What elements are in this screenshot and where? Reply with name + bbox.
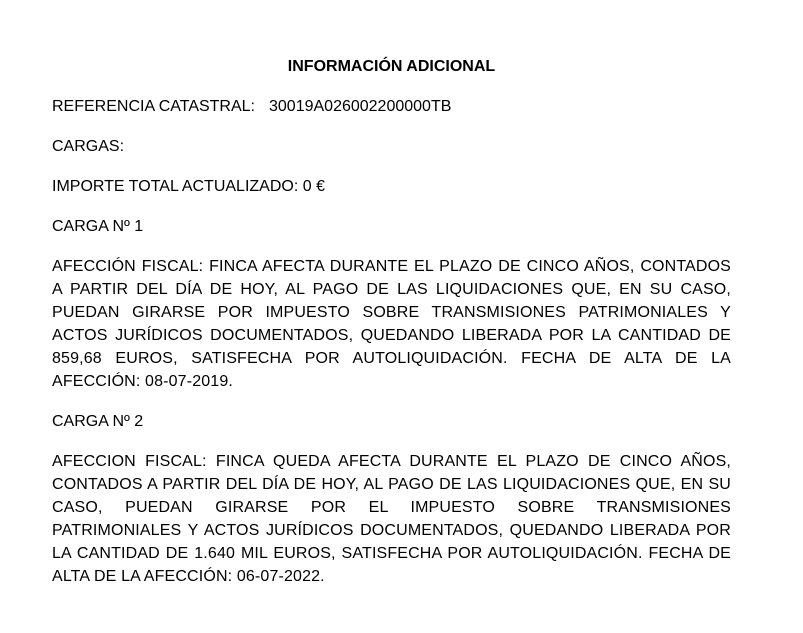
referencia-catastral-label: REFERENCIA CATASTRAL: (52, 98, 255, 115)
carga-2-text: AFECCION FISCAL: FINCA QUEDA AFECTA DURANTE EL PLAZO DE CINCO AÑOS, CONTADOS A PARTIR DEL DÍA DE HOY, AL PAGO DE LAS LIQUIDACIONES QUE, EN SU CASO, PUEDAN GIRARSE POR EL IMPUESTO SOBRE TRANSMISIONES PATRIMONIALES Y ACTOS JURÍDICOS DOCUMENTADOS, QUEDANDO LIBERADA POR LA CANTIDAD DE 1.640 MIL EUROS, SATISFECHA POR AUTOLIQUIDACIÓN. FECHA DE ALTA DE LA AFECCIÓN: 06-07-2022. (52, 453, 731, 585)
referencia-catastral-line (52, 95, 731, 118)
importe-total-line: IMPORTE TOTAL ACTUALIZADO: 0 € (52, 178, 325, 195)
document-page (52, 56, 731, 605)
referencia-catastral-value: 30019A026002200000TB (269, 98, 452, 115)
carga-1-text: AFECCIÓN FISCAL: FINCA AFECTA DURANTE EL PLAZO DE CINCO AÑOS, CONTADOS A PARTIR DEL DÍA DE HOY, AL PAGO DE LAS LIQUIDACIONES QUE, EN SU CASO, PUEDAN GIRARSE POR IMPUESTO SOBRE TRANSMISIONES PATRIMONIALES Y ACTOS JURÍDICOS DOCUMENTADOS, QUEDANDO LIBERADA POR LA CANTIDAD DE 859,68 EUROS, SATISFECHA POR AUTOLIQUIDACIÓN. FECHA DE ALTA DE LA AFECCIÓN: 08-07-2019. (52, 258, 731, 390)
carga-2-heading: CARGA Nº 2 (52, 413, 144, 430)
carga-1-heading: CARGA Nº 1 (52, 218, 144, 235)
document-title: INFORMACIÓN ADICIONAL (287, 58, 496, 75)
cargas-label: CARGAS: (52, 138, 125, 155)
